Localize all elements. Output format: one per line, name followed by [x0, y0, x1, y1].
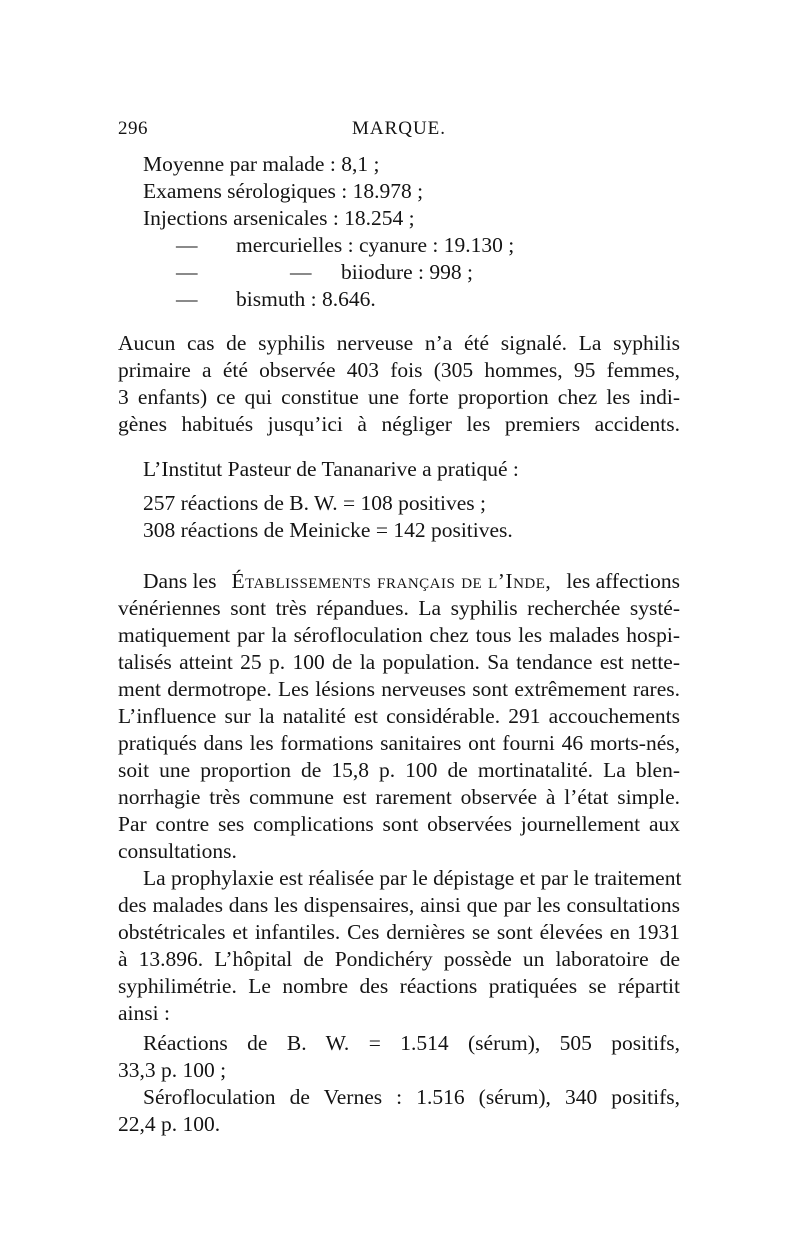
stat-biiodure: biiodure : 998 ; — [341, 260, 473, 284]
paragraph-line: 3 enfants) ce qui constitue une forte proportion chez les indi- — [118, 385, 680, 409]
paragraph-line: L’influence sur la natalité est considérable. 291 accouchements — [118, 704, 680, 728]
stat-injections: Injections arsenicales : 18.254 ; — [143, 206, 415, 230]
ditto-dash: — — [176, 260, 198, 284]
paragraph-last-line: ainsi : — [118, 1001, 170, 1025]
paragraph-line: gènes habitués jusqu’ici à négliger les premiers accidents. — [118, 412, 680, 436]
paragraph-line: talisés atteint 25 p. 100 de la population. Sa tendance est nette- — [118, 650, 680, 674]
pasteur-meinicke: 308 réactions de Meinicke = 142 positives. — [143, 518, 513, 542]
paragraph-line: pratiqués dans les formations sanitaires ont fourni 46 morts-nés, — [118, 731, 680, 755]
stat-bismuth-row — [0, 286, 800, 312]
paragraph-last-line: consultations. — [118, 839, 237, 863]
paragraph-line: ment dermotrope. Les lésions nerveuses sont extrêmement rares. — [118, 677, 680, 701]
ditto-dash: — — [176, 287, 198, 311]
stat-biiodure-row — [0, 259, 800, 285]
running-title: MARQUE. — [351, 118, 447, 139]
inde-affections: les affections — [566, 569, 680, 593]
inde-dans: Dans les — [143, 569, 217, 593]
reaction-bw: Réactions de B. W. = 1.514 (sérum), 505 positifs, — [143, 1031, 680, 1055]
stat-examens: Examens sérologiques : 18.978 ; — [143, 179, 424, 203]
paragraph-line: matiquement par la sérofloculation chez tous les malades hospi- — [118, 623, 680, 647]
paragraph-line: syphilimétrie. Le nombre des réactions pratiquées se répartit — [118, 974, 680, 998]
paragraph-line: des malades dans les dispensaires, ainsi que par les consultations — [118, 893, 680, 917]
pasteur-intro: L’Institut Pasteur de Tananarive a pratiqué : — [143, 457, 519, 481]
stat-moyenne: Moyenne par malade : 8,1 ; — [143, 152, 380, 176]
page-number: 296 — [118, 118, 148, 139]
stat-bismuth: bismuth : 8.646. — [236, 287, 376, 311]
ditto-dash: — — [176, 233, 198, 257]
paragraph-line: norrhagie très commune est rarement observée à l’état simple. — [118, 785, 680, 809]
paragraph-line: Par contre ses complications sont observées journellement aux — [118, 812, 680, 836]
ditto-dash: — — [290, 260, 312, 284]
reaction-bw-percent: 33,3 p. 100 ; — [118, 1058, 227, 1082]
paragraph-line: obstétricales et infantiles. Ces dernières se sont élevées en 1931 — [118, 920, 680, 944]
paragraph-line: à 13.896. L’hôpital de Pondichéry possède un laboratoire de — [118, 947, 680, 971]
inde-etablissements: Établissements français de l’Inde, — [231, 569, 552, 593]
stat-mercurielles: mercurielles : cyanure : 19.130 ; — [236, 233, 515, 257]
reaction-vernes: Sérofloculation de Vernes : 1.516 (sérum), 340 positifs, — [143, 1085, 680, 1109]
paragraph-line: soit une proportion de 15,8 p. 100 de mortinatalité. La blen- — [118, 758, 680, 782]
paragraph-line: Aucun cas de syphilis nerveuse n’a été signalé. La syphilis — [118, 331, 680, 355]
paragraph-line: primaire a été observée 403 fois (305 hommes, 95 femmes, — [118, 358, 680, 382]
stat-mercurielles-row — [0, 232, 800, 258]
inde-first-line — [143, 568, 680, 594]
paragraph-line: vénériennes sont très répandues. La syphilis recherchée systé- — [118, 596, 680, 620]
pasteur-bw: 257 réactions de B. W. = 108 positives ; — [143, 491, 486, 515]
paragraph-line: La prophylaxie est réalisée par le dépistage et par le traitement — [143, 866, 682, 890]
reaction-vernes-percent: 22,4 p. 100. — [118, 1112, 221, 1136]
page-header — [118, 118, 680, 142]
